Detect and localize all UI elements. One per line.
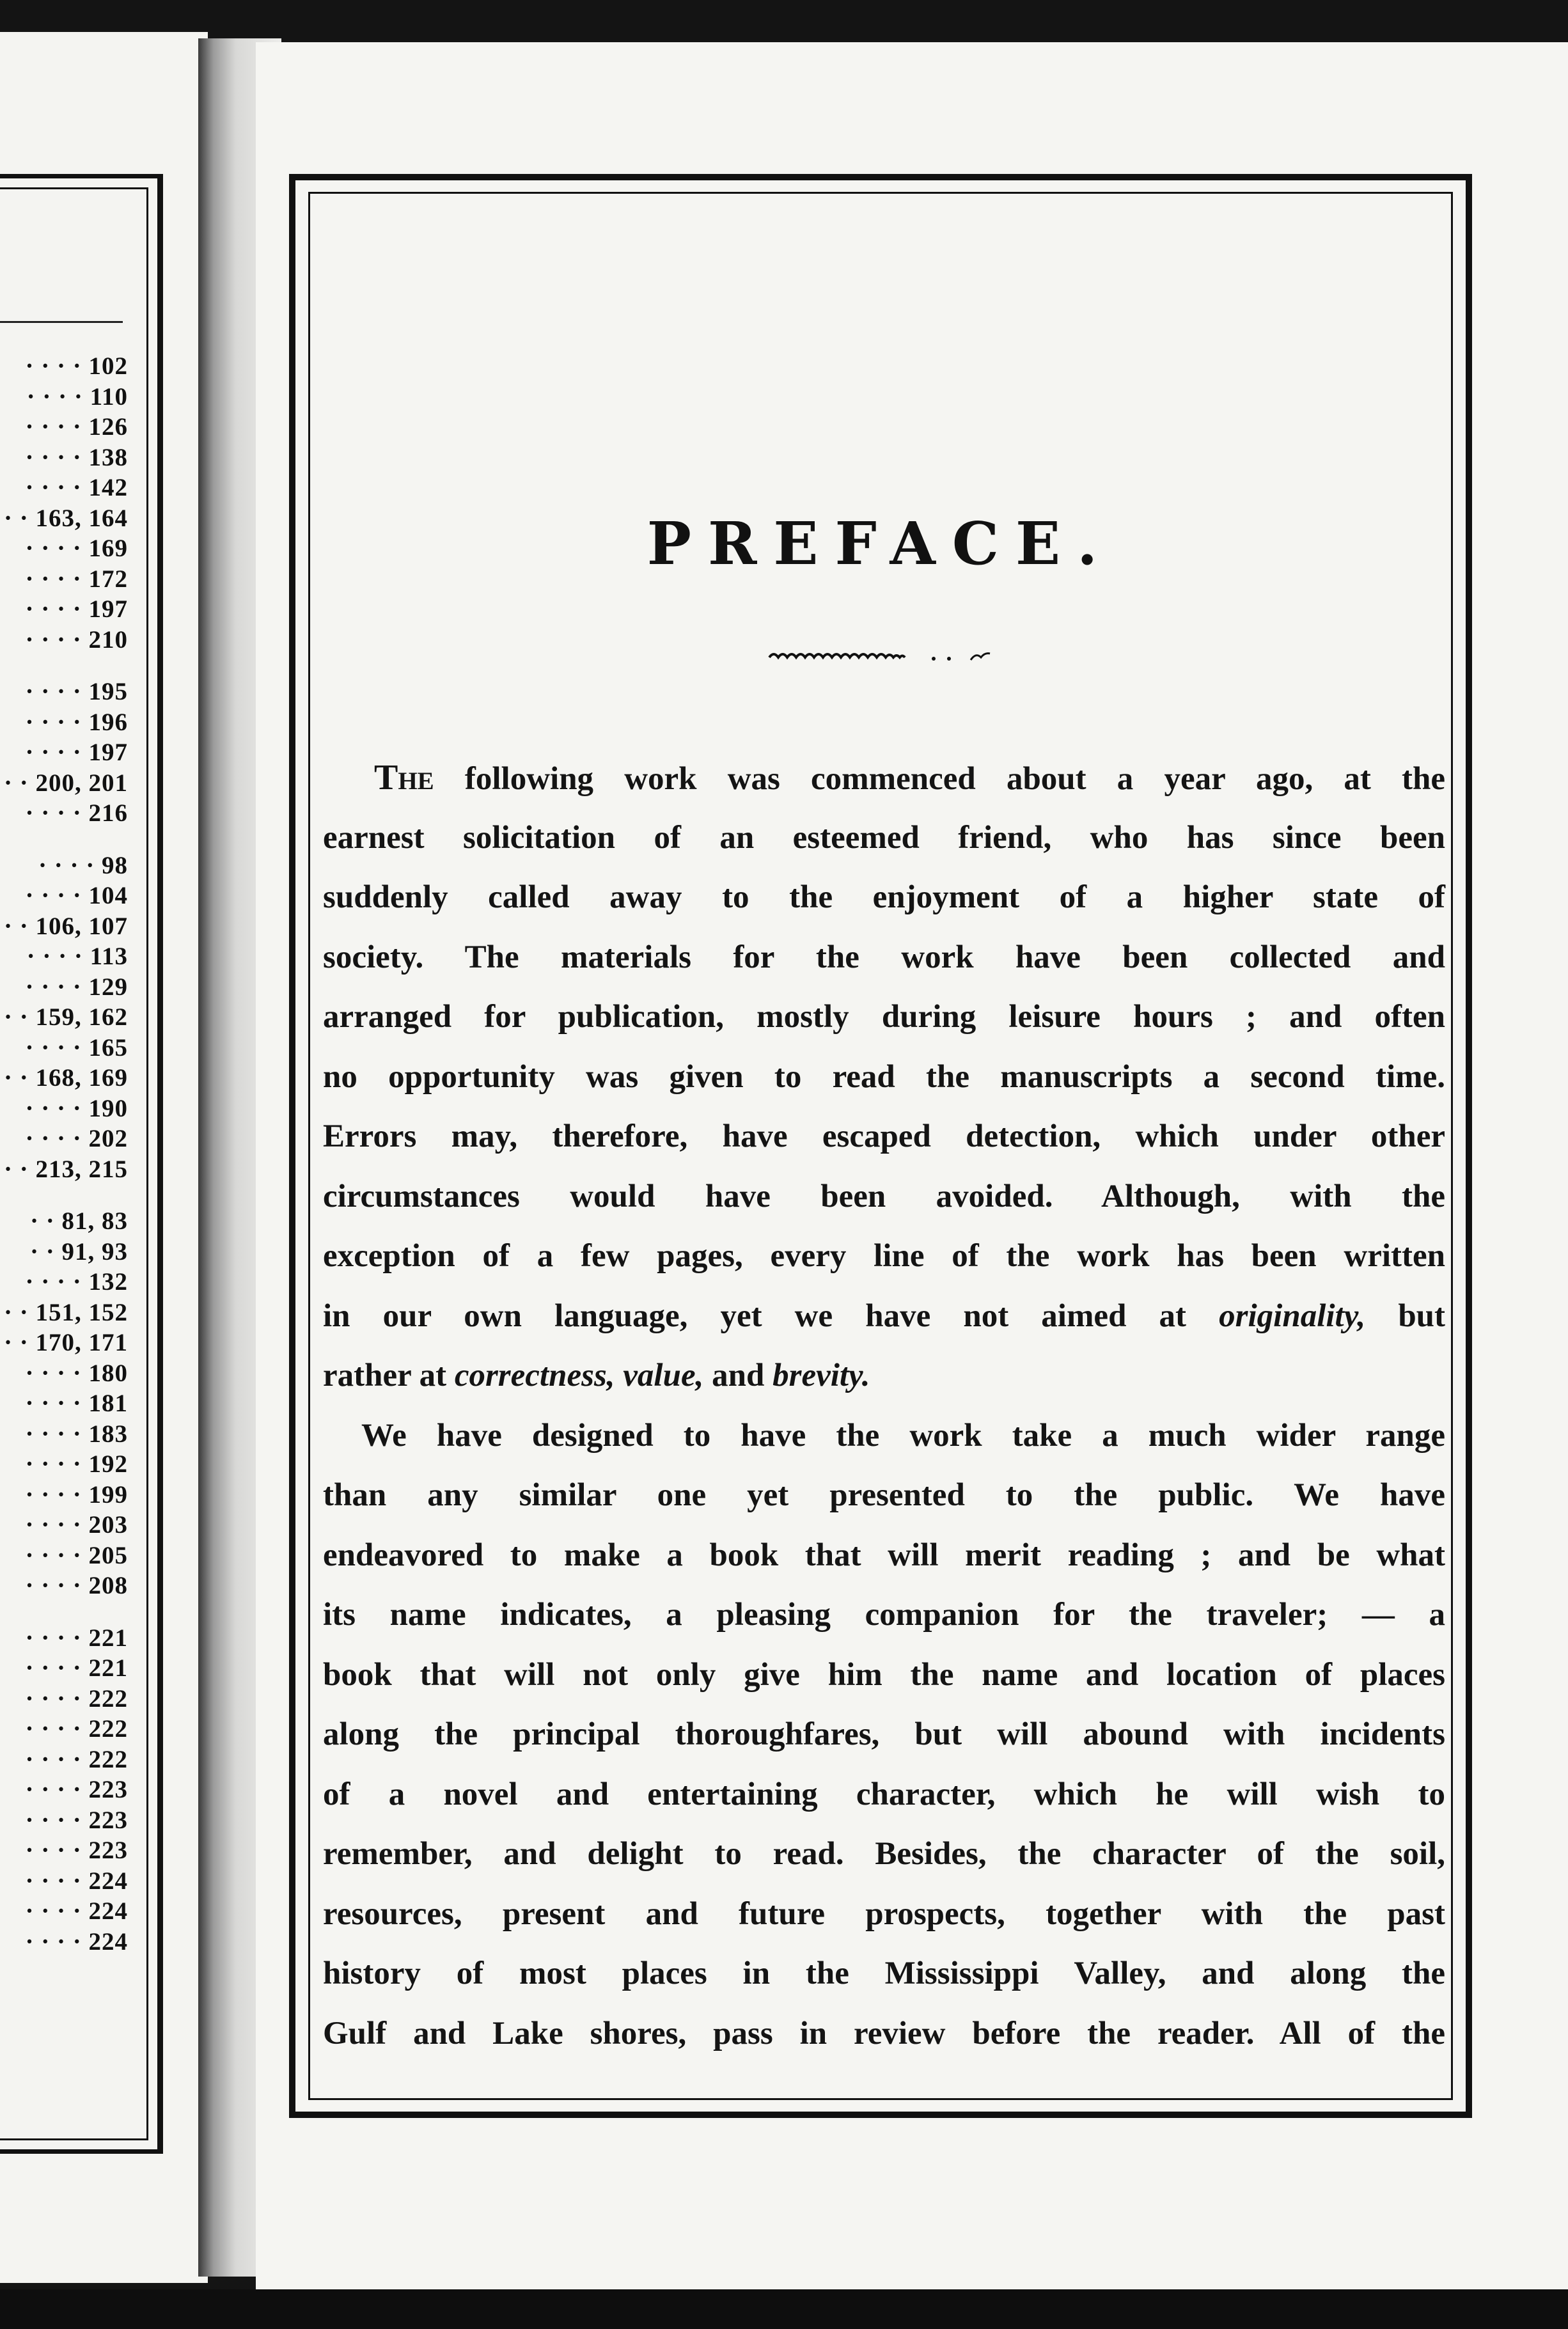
toc-page-number: · · · · 221: [25, 1624, 128, 1652]
paragraph-2: [323, 1406, 1445, 2064]
toc-page-number: · · · · 205: [25, 1541, 128, 1569]
line-segment: and: [712, 1358, 765, 1393]
toc-page-number: · · · · 138: [25, 443, 128, 471]
text-line: of a novel and entertaining character, which he will wish to: [323, 1776, 1445, 1812]
toc-page-number: · · 170, 171: [3, 1329, 128, 1356]
toc-page-number: · · 200, 201: [3, 769, 128, 797]
toc-page-number: · · 163, 164: [3, 504, 128, 532]
text-line: earnest solicitation of an esteemed friend, who has since been: [323, 819, 1445, 856]
toc-page-number: · · · · 222: [25, 1684, 128, 1713]
text-line: Errors may, therefore, have escaped detection, which under other: [323, 1118, 1445, 1154]
italic-text: originality,: [1219, 1298, 1366, 1334]
text-line: [323, 748, 1445, 808]
toc-page-number: · · · · 142: [25, 474, 128, 501]
toc-page-number: · · · · 203: [25, 1511, 128, 1539]
toc-page-number: · · · · 169: [25, 535, 128, 562]
ornament-divider: [766, 646, 1009, 665]
toc-page-number: · · · · 172: [25, 565, 128, 593]
toc-page-number: · · · · 102: [25, 352, 128, 380]
line-segment: rather at: [323, 1358, 447, 1393]
text-line: suddenly called away to the enjoyment of a higher state of: [323, 879, 1445, 915]
toc-page-number: · · · · 195: [25, 678, 128, 705]
toc-page-number: · · · · 223: [25, 1837, 128, 1864]
toc-page-number: · · · · 104: [25, 882, 128, 909]
toc-page-number: · · · · 98: [38, 851, 128, 879]
text-line: along the principal thoroughfares, but will abound with incidents: [323, 1716, 1445, 1752]
toc-page-number: · · · · 202: [25, 1125, 128, 1152]
toc-page-number: · · · · 126: [25, 413, 128, 441]
toc-page-number: · · · · 110: [26, 382, 128, 411]
toc-page-number: · · · · 222: [25, 1715, 128, 1743]
text-line: endeavored to make a book that will merit reading ; and be what: [323, 1537, 1445, 1573]
toc-page-number: · · · · 192: [25, 1450, 128, 1478]
toc-page-number: · · · · 224: [25, 1867, 128, 1895]
preface-text: [323, 748, 1445, 2064]
toc-page-number: · · 151, 152: [3, 1298, 128, 1326]
toc-page-number: · · 106, 107: [3, 912, 128, 940]
paragraph-1: [323, 748, 1445, 1406]
toc-page-number: · · · · 196: [25, 708, 128, 736]
text-line: resources, present and future prospects, together with the past: [323, 1895, 1445, 1932]
text-line: We have designed to have the work take a much wider range: [361, 1417, 1445, 1454]
line-segment: in our own language, yet we have not aimed at: [323, 1298, 1187, 1334]
text-line: remember, and delight to read. Besides, the character of the soil,: [323, 1836, 1445, 1872]
page-title: PREFACE.: [647, 509, 1115, 578]
toc-page-number: · · · · 180: [25, 1359, 128, 1387]
text-line: circumstances would have been avoided. Although, with the: [323, 1178, 1445, 1214]
toc-page-number: · · · · 129: [25, 973, 128, 1001]
toc-page-number: · · · · 216: [25, 799, 128, 827]
toc-page-number: · · · · 197: [25, 739, 128, 766]
toc-page-number: · · 81, 83: [29, 1207, 128, 1235]
toc-page-number: · · 213, 215: [3, 1155, 128, 1183]
toc-page-number: · · · · 132: [25, 1268, 128, 1296]
left-page: [0, 32, 208, 2283]
italic-text: correctness, value,: [454, 1358, 704, 1393]
text-line: no opportunity was given to read the manuscripts a second time.: [323, 1058, 1445, 1095]
line-text: following work was commenced about a year ago, at the: [464, 761, 1446, 797]
text-line: society. The materials for the work have been collected and: [323, 939, 1445, 975]
left-page-rule: [0, 321, 123, 323]
toc-page-number: · · · · 181: [25, 1390, 128, 1417]
toc-page-number: · · 168, 169: [3, 1064, 128, 1092]
toc-page-number: · · · · 197: [25, 595, 128, 623]
toc-page-number: · · · · 190: [25, 1094, 128, 1122]
toc-page-number: · · · · 199: [25, 1480, 128, 1509]
text-line: its name indicates, a pleasing companion for the traveler; — a: [323, 1597, 1445, 1633]
toc-page-number: · · · · 165: [25, 1033, 128, 1062]
toc-page-number: · · · · 183: [25, 1420, 128, 1448]
line-segment: but: [1398, 1298, 1446, 1334]
text-line: [323, 1287, 1445, 1347]
toc-page-number: · · · · 223: [25, 1776, 128, 1803]
italic-text: brevity.: [772, 1358, 870, 1393]
text-line: exception of a few pages, every line of the work has been written: [323, 1238, 1445, 1274]
lead-word: The: [374, 758, 434, 797]
text-line: [323, 1346, 1445, 1406]
toc-page-number: · · · · 224: [25, 1927, 128, 1956]
text-line: book that will not only give him the name and location of places: [323, 1656, 1445, 1693]
text-line: Gulf and Lake shores, pass in review before the reader. All of the: [323, 2015, 1445, 2051]
text-line: history of most places in the Mississippi Valley, and along the: [323, 1956, 1445, 1991]
text-line: than any similar one yet presented to the public. We have: [323, 1477, 1445, 1513]
toc-page-number: · · · · 221: [25, 1654, 128, 1682]
text-line: arranged for publication, mostly during leisure hours ; and often: [323, 999, 1445, 1035]
toc-page-number: · · · · 113: [26, 943, 128, 970]
toc-page-number: · · 91, 93: [29, 1237, 128, 1266]
toc-page-number: · · · · 224: [25, 1897, 128, 1925]
toc-page-number: · · · · 208: [25, 1572, 128, 1599]
toc-page-number: · · · · 222: [25, 1745, 128, 1773]
scan-edge: [0, 2289, 1568, 2329]
toc-page-number: · · · · 210: [25, 625, 128, 654]
toc-page-number: · · · · 223: [25, 1806, 128, 1834]
toc-page-number: · · 159, 162: [3, 1003, 128, 1031]
